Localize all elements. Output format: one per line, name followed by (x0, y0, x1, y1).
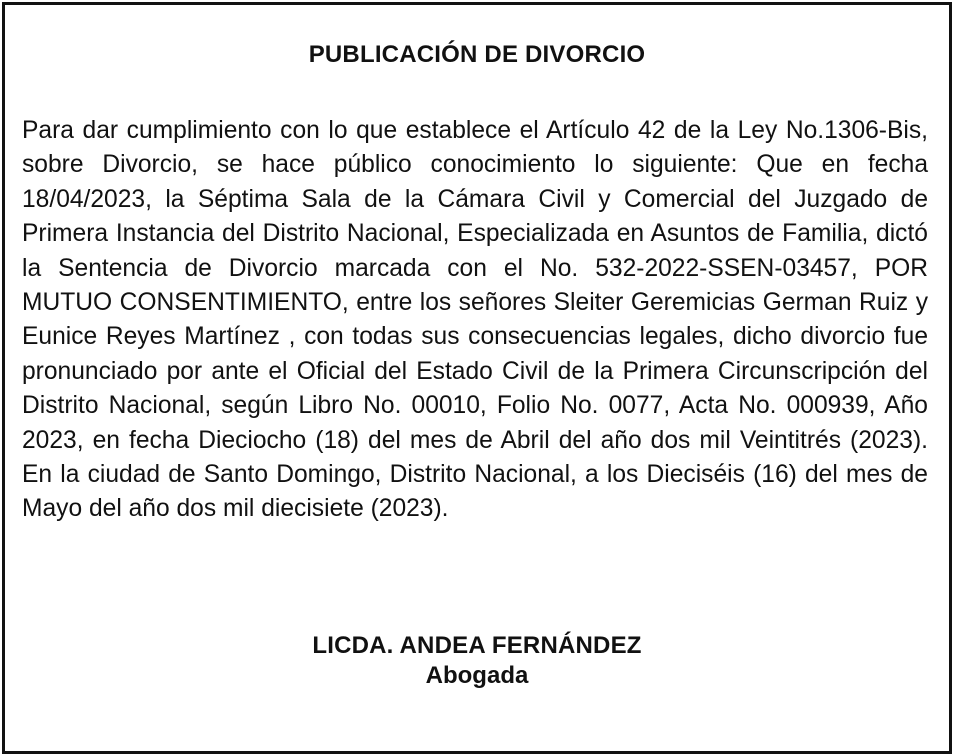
notice-body: Para dar cumplimiento con lo que establece el Artículo 42 de la Ley No.1306-Bis, sobre Divorcio, se hace público conocimiento lo siguiente: Que en fecha 18/04/2023, la Séptima Sala de la Cámara Civil y Comercial del Juzgado de Primera Instancia del Distrito Nacional, Especializada en Asuntos de Familia, dictó la Sentencia de Divorcio marcada con el No. 532-2022-SSEN-03457, POR MUTUO CONSENTIMIENTO, entre los señores Sleiter Geremicias German Ruiz y Eunice Reyes Martínez , con todas sus consecuencias legales, dicho divorcio fue pronunciado por ante el Oficial del Estado Civil de la Primera Circunscripción del Distrito Nacional, según Libro No. 00010, Folio No. 0077, Acta No. 000939, Año 2023, en fecha Dieciocho (18) del mes de Abril del año dos mil Veintitrés (2023). En la ciudad de Santo Domingo, Distrito Nacional, a los Dieciséis (16) del mes de Mayo del año dos mil diecisiete (2023). (22, 117, 928, 523)
signature-block (5, 631, 949, 691)
notice-title: PUBLICACIÓN DE DIVORCIO (308, 41, 646, 68)
signature-role: Abogada (425, 662, 529, 689)
notice-frame (2, 2, 952, 754)
signature-name: LICDA. ANDEA FERNÁNDEZ (312, 632, 642, 659)
